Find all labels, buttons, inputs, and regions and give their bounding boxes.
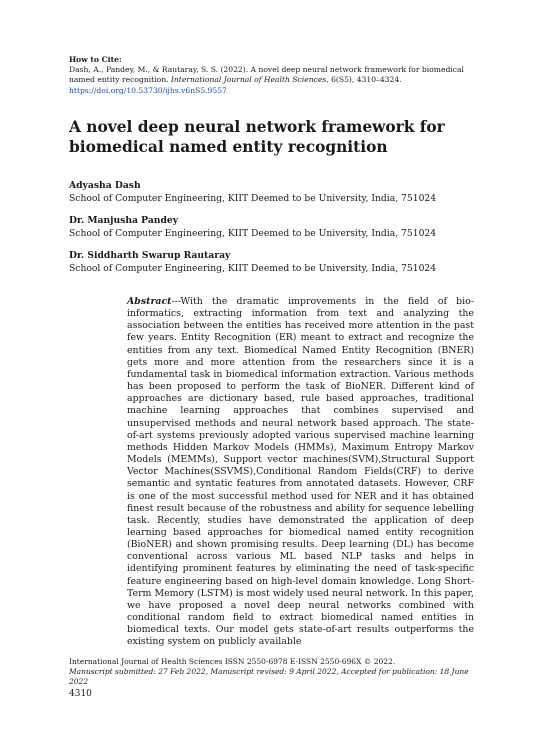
author-affiliation: School of Computer Engineering, KIIT Deemed to be University, India, 751024 <box>69 227 437 239</box>
citation-text <box>69 65 479 85</box>
abstract-text: With the dramatic improvements in the field of bio-informatics, extracting information from text and analyzing the association between the entities has received more attention in the past few years. Entity Recognition (ER) meant to extract and recognize the entities from any text. Biomedical Named Entity Recognition (BNER) gets more and more attention from the researchers since it is a fundamental task in biomedical information extraction. Various methods has been proposed to perform the task of BioNER. Different kind of approaches are dictionary based, rule based approaches, traditional machine learning approaches that combines supervised and unsupervised methods and neural network based approach. The state-of-art systems previously adopted various supervised machine learning methods Hidden Markov Models (HMMs), Maximum Entropy Markov Models (MEMMs), Support vector machines(SVM),Structural Support Vector Machines(SSVMS),Conditional Random Fields(CRF) to derive semantic and syntatic features from annotated datasets. However, CRF is one of the most successful method used for NER and it has obtained finest result because of the robustness and ability for sequence lebelling task. Recently, studies have demonstrated the application of deep learning based approaches for biomedical named entity recognition (BioNER) and shown promising results. Deep learning (DL) has become conventional across various ML based NLP tasks and helps in identifying prominent features by eliminating the need of task-specific feature engineering based on high-level domain knowledge. Long Short-Term Memory (LSTM) is most widely used neural network. In this paper, we have proposed a novel deep neural networks combined with conditional random field to extract biomedical named entities in biomedical texts. Our model gets state-of-art results outperforms the existing system on publicly available <box>127 296 474 648</box>
page-footer <box>69 657 489 700</box>
author-name: Dr. Siddharth Swarup Rautaray <box>69 250 231 262</box>
citation-label: How to Cite: <box>69 55 122 64</box>
author-name: Adyasha Dash <box>69 180 141 191</box>
abstract-label: Abstract <box>127 296 172 307</box>
author-affiliation: School of Computer Engineering, KIIT Deemed to be University, India, 751024 <box>69 192 437 204</box>
citation-journal: International Journal of Health Sciences <box>170 75 327 85</box>
author-name: Dr. Manjusha Pandey <box>69 215 179 227</box>
footer-manuscript-dates: Manuscript submitted: 27 Feb 2022, Manuscript revised: 9 April 2022, Accepted for publication: 18 June 2022 <box>69 667 469 687</box>
paper-title: A novel deep neural network framework for biomedical named entity recognition <box>69 118 445 156</box>
citation-volume-pages: , 6(S5), 4310–4324. <box>326 75 402 85</box>
author-entry <box>69 250 489 275</box>
abstract-separator: --- <box>171 296 181 307</box>
author-entry <box>69 180 489 205</box>
author-entry <box>69 215 489 240</box>
citation-block <box>69 55 479 96</box>
author-affiliation: School of Computer Engineering, KIIT Deemed to be University, India, 751024 <box>69 262 437 274</box>
citation-doi-link[interactable]: https://doi.org/10.53730/ijhs.v6nS5.9557 <box>69 85 227 95</box>
footer-journal-line: International Journal of Health Sciences ISSN 2550-6978 E-ISSN 2550-696X © 2022. <box>69 657 396 666</box>
citation-authors-year: Dash, A., Pandey, M., & Rautaray, S. S. (2022). A novel deep neural network framework for biomedical named entity recognition. <box>69 65 464 85</box>
author-list <box>69 180 489 286</box>
abstract <box>127 296 474 649</box>
page-number: 4310 <box>69 688 92 699</box>
